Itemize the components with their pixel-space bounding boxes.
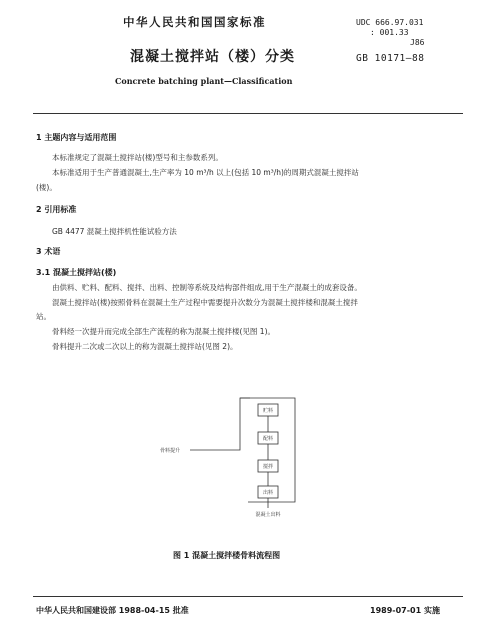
udc-code-sub: : 001.33 — [370, 28, 409, 37]
section-3-paragraph-4: 骨料提升二次或二次以上的称为混凝土搅拌站(见图 2)。 — [52, 342, 238, 351]
feed-line — [190, 398, 250, 450]
footer-approved: 中华人民共和国建设部 1988-04-15 批准 — [36, 606, 189, 615]
box-storage-label: 贮料 — [262, 408, 274, 414]
document-title-english: Concrete batching plant—Classification — [115, 76, 293, 86]
section-1-paragraph-2-cont: (楼)。 — [36, 183, 57, 192]
left-label: 骨料提升 — [159, 448, 181, 454]
section-2-heading: 2 引用标准 — [36, 205, 77, 214]
header-divider — [33, 113, 463, 114]
udc-code: UDC 666.97.031 — [356, 18, 424, 27]
section-3-paragraph-1: 由供料、贮料、配料、搅拌、出料、控制等系统及结构部件组成,用于生产混凝土的成套设备。 — [52, 283, 362, 292]
section-3-paragraph-3: 骨料经一次提升而完成全部生产流程的称为混凝土搅拌楼(见图 1)。 — [52, 327, 276, 336]
footer-divider — [33, 596, 463, 597]
udc-code-block — [356, 18, 424, 48]
section-3-heading: 3 术语 — [36, 247, 61, 256]
section-1-paragraph-1: 本标准规定了混凝土搅拌站(楼)型号和主参数系列。 — [52, 153, 223, 162]
classification-code: J86 — [410, 38, 425, 47]
section-3-paragraph-2-cont: 站。 — [36, 312, 51, 321]
standard-org-title: 中华人民共和国国家标准 — [123, 15, 266, 29]
figure-caption: 图 1 混凝土搅拌楼骨料流程图 — [173, 551, 281, 560]
flow-diagram — [150, 390, 350, 525]
bottom-label: 混凝土出料 — [255, 512, 281, 518]
section-3-1-heading: 3.1 混凝土搅拌站(楼) — [36, 268, 117, 277]
gb-number: GB 10171—88 — [356, 53, 425, 64]
box-batching-label: 配料 — [262, 436, 274, 442]
document-title: 混凝土搅拌站（楼）分类 — [130, 49, 295, 65]
section-2-reference: GB 4477 混凝土搅拌机性能试验方法 — [52, 227, 177, 236]
box-mixing-label: 搅拌 — [262, 464, 274, 470]
section-1-paragraph-2: 本标准适用于生产普通混凝土,生产率为 10 m³/h 以上(包括 10 m³/h)的周期式混凝土搅拌站 — [52, 168, 359, 177]
section-1-heading: 1 主题内容与适用范围 — [36, 133, 117, 142]
footer-effective: 1989-07-01 实施 — [370, 606, 440, 615]
box-discharge-label: 出料 — [262, 490, 274, 496]
section-3-paragraph-2: 混凝土搅拌站(楼)按照骨料在混凝土生产过程中需要提升次数分为混凝土搅拌楼和混凝土搅拌 — [52, 298, 358, 307]
